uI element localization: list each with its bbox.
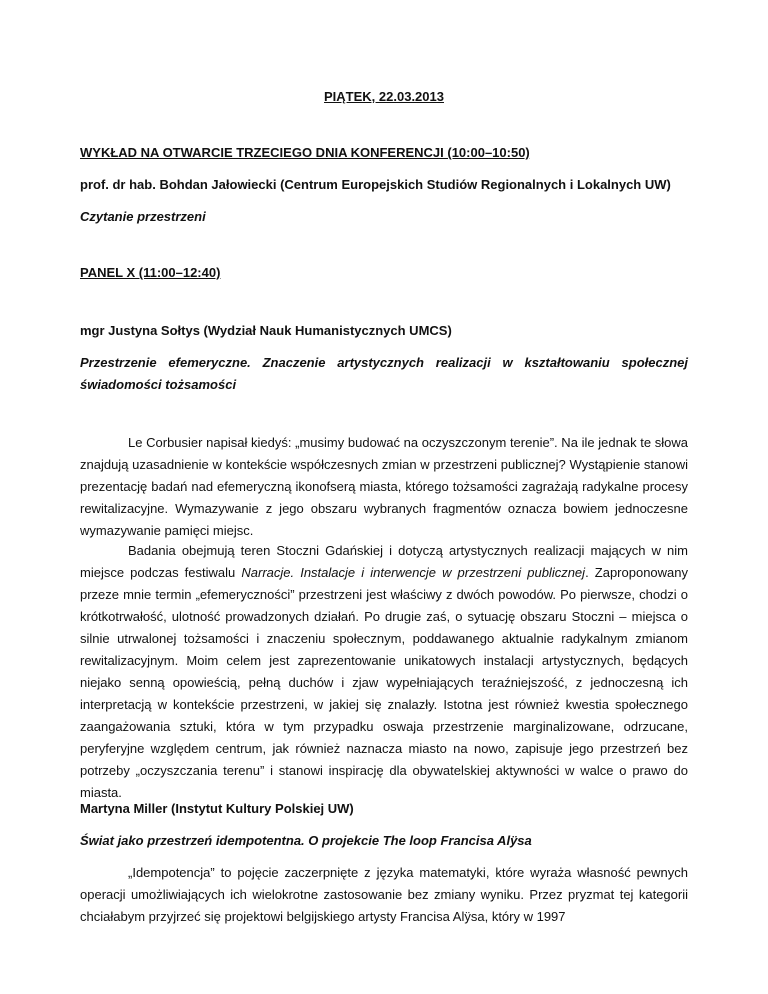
talk1-abstract-paragraph-1: Le Corbusier napisał kiedyś: „musimy budować na oczyszczonym terenie”. Na ile jednak te słowa znajdują uzasadnienie w kontekście współczesnych zmian w przestrzeni publicznej? Wystąpienie stanowi prezentację badań nad efemeryczną ikonofserą miasta, którego tożsamości zagrażają radykalne procesy rewitalizacyjne. Wymazywanie z jego obszaru wybranych fragmentów oznacza bowiem jednoczesne wymazywanie pamięci miejsc.: [80, 435, 688, 538]
talk1-title: Przestrzenie efemeryczne. Znaczenie artystycznych realizacji w kształtowaniu społecznej świadomości tożsamości: [80, 355, 688, 392]
talk1-abstract-paragraph-2: [80, 540, 688, 804]
lecture-title: Czytanie przestrzeni: [80, 209, 206, 224]
festival-name: Narracje. Instalacje i interwencje w przestrzeni publicznej: [241, 565, 586, 580]
paragraph-text: Badania obejmują teren Stoczni Gdańskiej i dotyczą artystycznych realizacji mających w nim miejsce podczas festiwalu: [80, 543, 688, 580]
talk2-speaker: Martyna Miller (Instytut Kultury Polskiej UW): [80, 801, 354, 816]
talk2-abstract-paragraph-1: „Idempotencja” to pojęcie zaczerpnięte z języka matematyki, które wyraża własność pewnych operacji umożliwiających ich wielokrotne zastosowanie bez zmiany wyniku. Przez pryzmat tej kategorii chciałabym przyjrzeć się projektowi belgijskiego artysty Francisa Alÿsa, który w 1997: [80, 865, 688, 924]
talk2-title: Świat jako przestrzeń idempotentna. O projekcie The loop Francisa Alÿsa: [80, 833, 532, 848]
date-heading: PIĄTEK, 22.03.2013: [324, 89, 444, 104]
paragraph-text: . Zaproponowany przeze mnie termin „efemeryczności” przestrzeni jest właściwy z dwóch powodów. Po pierwsze, chodzi o krótkotrwałość, ulotność prowadzonych działań. Po drugie zaś, o sytuację obszaru Stoczni – miejsca o silnie utrwalonej tożsamości i znaczeniu społecznym, poddawanego aktualnie radykalnym zmianom rewitalizacyjnym. Moim celem jest zaprezentowanie unikatowych instalacji artystycznych, będących niejako senną opowieścią, pełną duchów i zjaw wypełniających teraźniejszość, z jednoczesną ich interpretacją w kontekście przestrzeni, w jakiej się znalazły. Istotna jest również kwestia społecznego zaangażowania sztuki, która w tym przypadku oswaja przestrzenie marginalizowane, odrzucane, peryferyjne względem centrum, jak również naznacza miasto na nowo, zapisuje jego przestrzeń bez potrzeby „oczyszczania terenu” i stanowi inspirację dla obywatelskiej aktywności w walce o prawo do miasta.: [80, 565, 689, 800]
lecture-speaker: prof. dr hab. Bohdan Jałowiecki (Centrum Europejskich Studiów Regionalnych i Lokalnych UW): [80, 177, 671, 192]
talk1-speaker: mgr Justyna Sołtys (Wydział Nauk Humanistycznych UMCS): [80, 323, 452, 338]
lecture-heading: WYKŁAD NA OTWARCIE TRZECIEGO DNIA KONFERENCJI (10:00–10:50): [80, 145, 530, 160]
panel-heading: PANEL X (11:00–12:40): [80, 265, 221, 280]
